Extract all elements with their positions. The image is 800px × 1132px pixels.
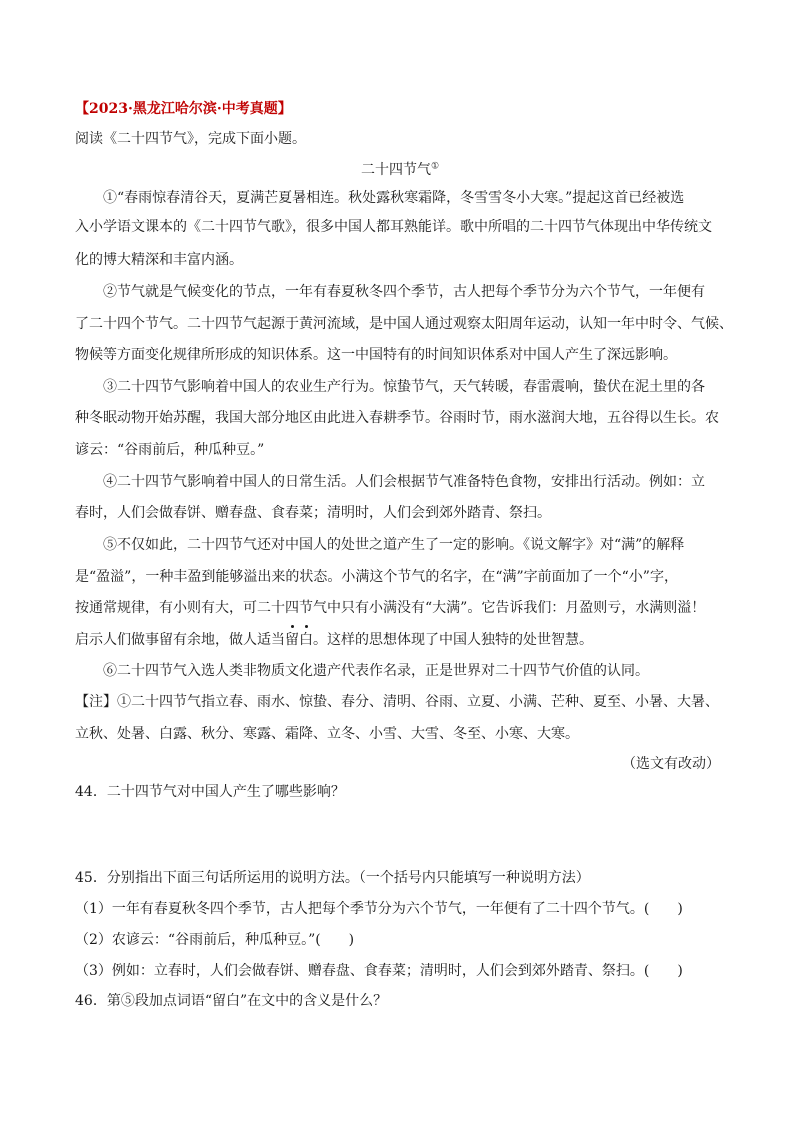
paragraph-3-line-2: 种冬眠动物开始苏醒，我国大部分地区由此进入春耕季节。谷雨时节，雨水滋润大地，五谷得以生长。农 [75, 410, 719, 426]
paragraph-4-line-1: ④二十四节气影响着中国人的日常生活。人们会根据节气准备特色食物，安排出行活动。例如：立 [103, 474, 705, 490]
paragraph-5-line-4-before: 启示人们做事留有余地，做人适当 [75, 632, 285, 648]
reading-instruction: 阅读《二十四节气》，完成下面小题。 [75, 131, 306, 147]
footnote-line-1: 【注】①二十四节气指立春、雨水、惊蛰、春分、清明、谷雨、立夏、小满、芒种、夏至、小暑、大暑、 [75, 694, 719, 710]
article-title [0, 160, 800, 180]
paragraph-3-line-1: ③二十四节气影响着中国人的农业生产行为。惊蛰节气，天气转暖，春雷震响，蛰伏在泥土里的各 [103, 379, 705, 395]
paragraph-2-line-1: ②节气就是气候变化的节点，一年有春夏秋冬四个季节，古人把每个季节分为六个节气，一年便有 [103, 284, 705, 300]
question-45-item-3: （3）例如：立春时，人们会做春饼、赠春盘、食春菜；清明时，人们会到郊外踏青、祭扫。( ) [75, 963, 683, 979]
emphasized-char-liu: 留 [285, 632, 299, 648]
paragraph-5-line-3: 按通常规律，有小则有大，可二十四节气中只有小满没有“大满”。它告诉我们：月盈则亏，水满则溢！ [75, 600, 706, 616]
question-45-item-2: （2）农谚云：“谷雨前后，种瓜种豆。”( ) [75, 932, 355, 948]
paragraph-1-line-3: 化的博大精深和丰富内涵。 [75, 252, 243, 268]
paragraph-5-line-1: ⑤不仅如此，二十四节气还对中国人的处世之道产生了一定的影响。《说文解字》对“满”的解释 [103, 537, 685, 553]
paragraph-2-line-2: 了二十四个节气。二十四节气起源于黄河流域，是中国人通过观察太阳周年运动，认知一年中时令、气候、 [75, 316, 733, 332]
emphasized-char-bai: 白 [299, 632, 313, 648]
paragraph-6: ⑥二十四节气入选人类非物质文化遗产代表作名录，正是世界对二十四节气价值的认同。 [103, 663, 649, 679]
footnote-mark: ① [430, 161, 440, 172]
paragraph-1-line-1: ①“春雨惊春清谷天，夏满芒夏暑相连。秋处露秋寒霜降，冬雪雪冬小大寒。”提起这首已经被选 [103, 190, 685, 206]
paragraph-5-line-2: 是“盈溢”，一种丰盈到能够溢出来的状态。小满这个节气的名字，在“满”字前面加了一个“小”字， [75, 569, 678, 585]
source-note: （选文有改动） [622, 756, 720, 772]
paragraph-1-line-2: 入小学语文课本的《二十四节气歌》，很多中国人都耳熟能详。歌中所唱的二十四节气体现出中华传统文 [75, 219, 712, 235]
paragraph-2-line-3: 物候等方面变化规律所形成的知识体系。这一中国特有的时间知识体系对中国人产生了深远影响。 [75, 347, 677, 363]
question-46: 46．第⑤段加点词语“留白”在文中的含义是什么？ [75, 993, 388, 1009]
paragraph-4-line-2: 春时，人们会做春饼、赠春盘、食春菜；清明时，人们会到郊外踏青、祭扫。 [75, 505, 551, 521]
question-45: 45．分别指出下面三句话所运用的说明方法。（一个括号内只能填写一种说明方法） [75, 870, 590, 886]
paragraph-5-line-4 [75, 630, 593, 650]
footnote-line-2: 立秋、处暑、白露、秋分、寒露、霜降、立冬、小雪、大雪、冬至、小寒、大寒。 [75, 726, 579, 742]
question-44: 44．二十四节气对中国人产生了哪些影响？ [75, 784, 345, 800]
question-45-item-1: （1）一年有春夏秋冬四个季节，古人把每个季节分为六个节气，一年便有了二十四个节气。( ) [75, 901, 683, 917]
paragraph-3-line-3: 谚云：“谷雨前后，种瓜种豆。” [75, 442, 265, 458]
paragraph-5-line-4-after: 。这样的思想体现了中国人独特的处世智慧。 [313, 632, 593, 648]
article-title-text: 二十四节气 [360, 162, 431, 178]
exam-source-header: 【2023·黑龙江哈尔滨·中考真题】 [75, 101, 292, 117]
